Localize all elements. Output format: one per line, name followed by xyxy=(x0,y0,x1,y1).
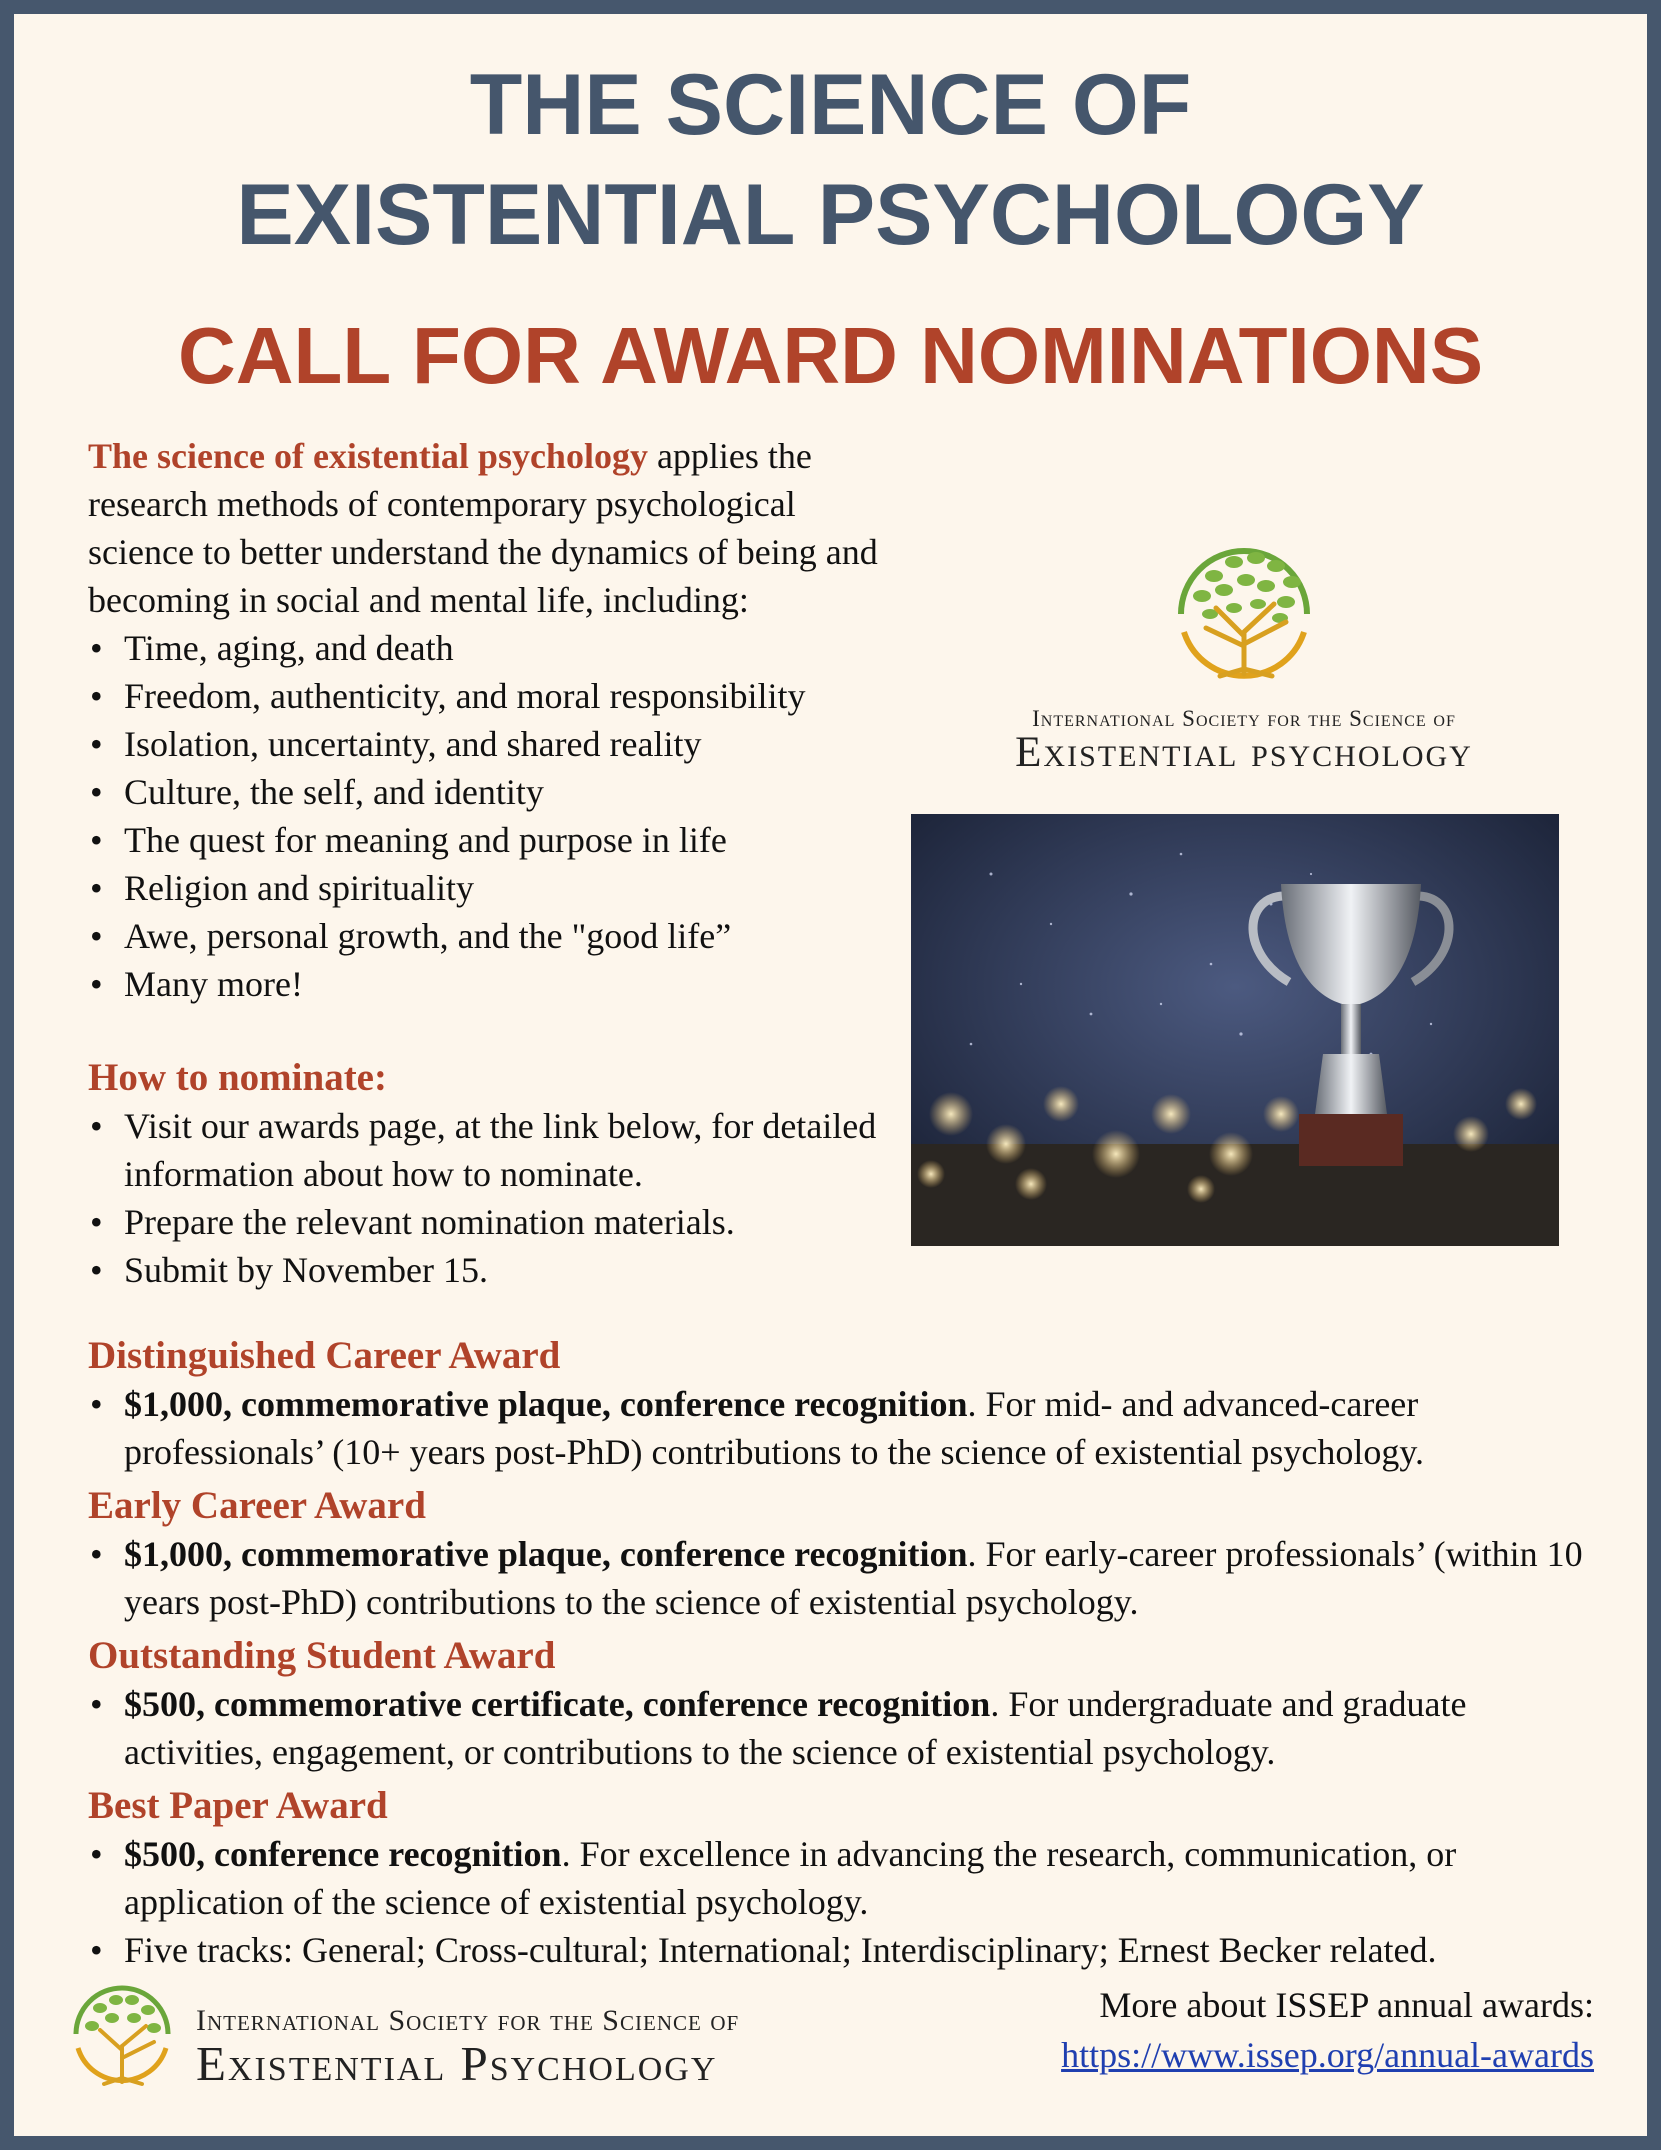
poster xyxy=(14,14,1647,2136)
award-detail-item xyxy=(88,1530,1598,1626)
title-line-2: EXISTENTIAL PSYCHOLOGY xyxy=(236,167,1425,263)
topic-item: • The quest for meaning and purpose in life xyxy=(88,816,908,864)
intro-paragraph xyxy=(88,432,908,624)
logo-top-line2: Existential psychology xyxy=(1015,729,1473,774)
topic-item: • Awe, personal growth, and the "good life” xyxy=(88,912,908,960)
award-prize: $500, commemorative certificate, conference recognition xyxy=(124,1684,991,1724)
how-to-heading: How to nominate: xyxy=(88,1056,387,1099)
topic-item: • Freedom, authenticity, and moral responsibility xyxy=(88,672,908,720)
how-to-step: • Prepare the relevant nomination materials. xyxy=(88,1198,908,1246)
award-description: . For mid- and advanced-career professionals’ (10+ years post-PhD) contributions to the science of existential psychology. xyxy=(124,1384,1425,1472)
award-detail-item xyxy=(88,1680,1598,1776)
issep-logo-top xyxy=(894,504,1594,774)
topic-item: • Isolation, uncertainty, and shared reality xyxy=(88,720,908,768)
logo-bottom-line2: Existential Psychology xyxy=(196,2036,718,2091)
intro-text: applies the research methods of contemporary psychological science to better understand the dynamics of being and becoming in social and mental life, including: xyxy=(88,436,878,620)
award-details xyxy=(88,1380,1598,1476)
award-block xyxy=(88,1482,1598,1626)
award-description: . For excellence in advancing the research, communication, or application of the science of existential psychology. xyxy=(124,1834,1457,1922)
how-to-steps xyxy=(88,1102,908,1294)
award-detail-item xyxy=(88,1830,1598,1926)
award-detail-item xyxy=(88,1380,1598,1476)
topic-item: • Culture, the self, and identity xyxy=(88,768,908,816)
award-detail-item xyxy=(88,1926,1598,1974)
how-to-step: • Submit by November 15. xyxy=(88,1246,908,1294)
topic-item: • Religion and spirituality xyxy=(88,864,908,912)
award-block xyxy=(88,1632,1598,1776)
award-details xyxy=(88,1680,1598,1776)
logo-top-line1: International Society for the Science of xyxy=(1032,706,1456,731)
award-description: . For undergraduate and graduate activities, engagement, or contributions to the science of existential psychology. xyxy=(124,1684,1467,1772)
award-title: Distinguished Career Award xyxy=(88,1334,561,1377)
tree-icon xyxy=(1181,551,1307,676)
intro-section xyxy=(88,432,908,1008)
subtitle-call-for-nominations: CALL FOR AWARD NOMINATIONS xyxy=(177,311,1484,400)
award-title: Best Paper Award xyxy=(88,1784,388,1827)
award-details xyxy=(88,1830,1598,1974)
awards-info xyxy=(874,1980,1594,2080)
awards-link[interactable]: https://www.issep.org/annual-awards xyxy=(1061,2035,1594,2075)
trophy-photo xyxy=(911,814,1559,1246)
award-description: Five tracks: General; Cross-cultural; International; Interdisciplinary; Ernest Becker related. xyxy=(124,1930,1437,1970)
awards-section xyxy=(88,1332,1598,1980)
award-details xyxy=(88,1530,1598,1626)
award-block xyxy=(88,1332,1598,1476)
award-title: Early Career Award xyxy=(88,1484,426,1527)
topic-item: • Many more! xyxy=(88,960,908,1008)
award-title: Outstanding Student Award xyxy=(88,1634,556,1677)
issep-logo-bottom xyxy=(56,1974,916,2104)
award-prize: $1,000, commemorative plaque, conference recognition xyxy=(124,1534,968,1574)
topics-list xyxy=(88,624,908,1008)
award-prize: $500, conference recognition xyxy=(124,1834,562,1874)
how-to-section xyxy=(88,1054,908,1294)
logo-bottom-line1: International Society for the Science of xyxy=(196,2004,740,2037)
award-block xyxy=(88,1782,1598,1974)
intro-lead: The science of existential psychology xyxy=(88,436,648,476)
more-awards-label: More about ISSEP annual awards: xyxy=(1099,1985,1594,2025)
title-line-1: THE SCIENCE OF xyxy=(469,57,1192,153)
topic-item: • Time, aging, and death xyxy=(88,624,908,672)
award-description: . For early-career professionals’ (within 10 years post-PhD) contributions to the science of existential psychology. xyxy=(124,1534,1583,1622)
how-to-step: • Visit our awards page, at the link below, for detailed information about how to nominate. xyxy=(88,1102,908,1198)
tree-icon xyxy=(76,1988,168,2084)
award-prize: $1,000, commemorative plaque, conference recognition xyxy=(124,1384,968,1424)
